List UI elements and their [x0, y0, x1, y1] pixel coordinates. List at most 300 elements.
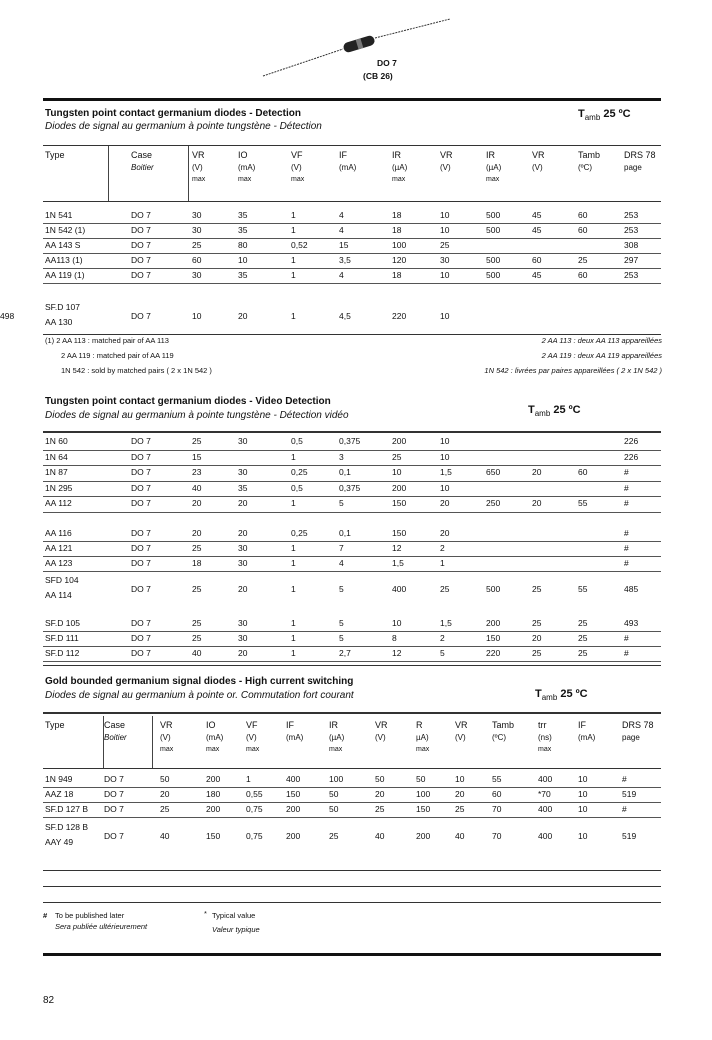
table-cell: 0,75 — [246, 804, 263, 814]
table-cell: 500 — [486, 225, 501, 235]
table-cell: 10 — [238, 255, 248, 265]
column-header: IO — [238, 150, 248, 160]
table-cell-type: AAY 49 — [45, 837, 74, 847]
column-header: VF — [246, 720, 258, 730]
column-header: max — [206, 746, 220, 753]
table-cell: 20 — [160, 789, 170, 799]
table-cell: 45 — [532, 225, 542, 235]
table-cell: 20 — [532, 498, 542, 508]
column-header: VR — [532, 150, 545, 160]
row-rule — [43, 481, 661, 482]
column-header: max — [392, 176, 406, 183]
table-cell: 25 — [440, 584, 450, 594]
table-cell: DO 7 — [131, 311, 151, 321]
column-header: Type — [45, 150, 65, 160]
row-rule — [43, 661, 661, 662]
table-cell: AA 112 — [45, 498, 72, 508]
table-cell: 25 — [578, 648, 588, 658]
column-header: IR — [486, 150, 495, 160]
table-cell: 30 — [440, 255, 450, 265]
table-cell: 1N 541 — [45, 210, 73, 220]
table-cell: 220 — [392, 311, 407, 321]
row-rule — [43, 646, 661, 647]
column-header: page — [624, 163, 642, 172]
row-rule — [43, 283, 661, 284]
section3-tamb: $T_{amb}$ 25 ºC — [535, 688, 588, 703]
table-cell: 25 — [532, 584, 542, 594]
table-cell: 400 — [392, 584, 407, 594]
table-cell: 1 — [291, 451, 296, 462]
column-header: Type — [45, 720, 65, 730]
note-left-2: 2 AA 119 : matched pair of AA 119 — [61, 351, 174, 360]
table-cell: SF.D 112 — [45, 648, 80, 658]
table-cell: 180 — [206, 789, 221, 799]
table-cell: AA 116 — [45, 528, 72, 538]
column-header: (ºC) — [492, 733, 507, 742]
table-cell: 45 — [532, 210, 542, 220]
table-cell: DO 7 — [131, 210, 151, 220]
table-cell: 200 — [286, 831, 301, 841]
rule — [43, 886, 661, 887]
footnote-hash-symbol: # — [43, 911, 48, 920]
table-cell: 18 — [392, 225, 402, 235]
row-rule — [43, 268, 661, 269]
column-header: R — [416, 720, 423, 730]
column-header: max — [192, 176, 206, 183]
column-header: page — [622, 733, 640, 742]
package-case: (CB 26) — [363, 71, 393, 81]
table-cell: 200 — [392, 482, 407, 493]
section3-subtitle: Diodes de signal au germanium à pointe or. Commutation fort courant — [45, 690, 354, 701]
table-cell: 0,25 — [291, 528, 308, 538]
note-left-3: 1N 542 : sold by matched pairs ( 2 x 1N 542 ) — [61, 366, 212, 375]
note-left-1: (1) 2 AA 113 : matched pair of AA 113 — [45, 336, 169, 345]
table-cell: 20 — [440, 498, 450, 508]
table-cell: 150 — [206, 831, 221, 841]
table-cell: 150 — [286, 789, 301, 799]
table-cell: 25 — [578, 255, 588, 265]
table-cell: DO 7 — [131, 648, 151, 658]
page-number: 82 — [43, 995, 55, 1006]
column-header: VR — [160, 720, 173, 730]
table-cell: 3 — [339, 451, 344, 462]
table-cell: 25 — [440, 240, 450, 250]
table-cell: DO 7 — [131, 528, 151, 538]
column-header: max — [329, 746, 343, 753]
table-cell: 226 — [624, 436, 639, 446]
table-cell: 60 — [578, 467, 588, 477]
table-cell: 1,5 — [392, 558, 404, 568]
table-cell: 40 — [375, 831, 385, 841]
table-cell: 0,5 — [291, 482, 303, 493]
table-cell: 25 — [329, 831, 339, 841]
section3-merged — [0, 820, 712, 856]
table-cell: 20 — [238, 498, 248, 508]
column-header: DRS 78 — [622, 720, 654, 730]
column-header: (mA) — [238, 163, 256, 172]
table-cell: 485 — [624, 584, 639, 594]
column-divider — [188, 146, 189, 201]
table-cell: 35 — [238, 270, 248, 280]
table-cell: DO 7 — [104, 774, 124, 784]
table-cell: 18 — [392, 210, 402, 220]
table-cell: AAZ 18 — [45, 789, 74, 799]
rule — [43, 768, 661, 769]
table-cell: 25 — [532, 648, 542, 658]
table-cell: 1,5 — [440, 618, 452, 628]
table-cell: 200 — [392, 436, 407, 446]
table-cell: 1 — [291, 210, 296, 220]
column-header: max — [416, 746, 430, 753]
table-cell: AA 123 — [45, 558, 73, 568]
table-cell: 4,5 — [339, 311, 351, 321]
table-cell: 150 — [486, 633, 501, 643]
column-header: IR — [329, 720, 338, 730]
column-header: Case — [104, 720, 126, 730]
table-cell: 500 — [486, 255, 501, 265]
footnote-hash-en: To be published later — [55, 911, 125, 920]
table-cell: 20 — [238, 311, 248, 321]
table-cell: 10 — [578, 789, 588, 799]
column-header: max — [160, 746, 174, 753]
row-rule — [43, 223, 661, 224]
table-cell: 400 — [538, 804, 553, 814]
table-cell: 18 — [192, 558, 202, 568]
table-cell: 253 — [624, 210, 639, 220]
table-cell: DO 7 — [131, 240, 151, 250]
table-cell: DO 7 — [131, 498, 151, 508]
row-rule — [43, 787, 661, 788]
table-cell: 400 — [286, 774, 301, 784]
table-cell: 1N 949 — [45, 774, 73, 784]
column-header: Tamb — [578, 150, 601, 160]
column-header: µA) — [416, 733, 429, 742]
table-cell: 0,1 — [339, 528, 351, 538]
table-cell: 30 — [238, 633, 248, 643]
table-cell: 25 — [192, 240, 202, 250]
section1-title: Tungsten point contact germanium diodes - Detection — [45, 108, 301, 119]
table-cell: 23 — [192, 467, 202, 477]
column-header: max — [291, 176, 305, 183]
rule — [43, 712, 661, 714]
table-cell: 120 — [392, 255, 407, 265]
table-cell: 5 — [339, 498, 344, 508]
table-cell: 3,5 — [339, 255, 351, 265]
table-cell: 10 — [392, 618, 402, 628]
column-divider — [108, 146, 109, 201]
column-header: (V) — [455, 733, 466, 742]
table-cell: 220 — [486, 648, 501, 658]
table-cell: 60 — [532, 255, 542, 265]
table-cell: DO 7 — [131, 436, 151, 446]
rule — [43, 902, 661, 903]
table-cell: 10 — [578, 774, 588, 784]
table-cell: 519 — [622, 789, 637, 799]
table-cell: 50 — [375, 774, 385, 784]
table-cell: DO 7 — [131, 270, 151, 280]
table-cell: # — [624, 558, 629, 568]
table-cell: 2 — [440, 633, 445, 643]
table-cell: 200 — [206, 804, 221, 814]
table-cell: DO 7 — [104, 804, 124, 814]
rule — [43, 665, 661, 666]
table-cell: 226 — [624, 451, 639, 462]
section3-title: Gold bounded germanium signal diodes - High current switching — [45, 676, 354, 687]
table-cell: 0,52 — [291, 240, 308, 250]
row-rule — [43, 496, 661, 497]
column-header: max — [238, 176, 252, 183]
row-rule — [43, 556, 661, 557]
table-cell: 25 — [455, 804, 465, 814]
table-cell: 650 — [486, 467, 501, 477]
column-header: max — [486, 176, 500, 183]
table-cell: AA113 (1) — [45, 255, 83, 265]
column-header: (V) — [375, 733, 386, 742]
table-cell: 50 — [329, 804, 339, 814]
table-cell: 200 — [486, 618, 501, 628]
row-rule — [43, 631, 661, 632]
table-cell: 25 — [532, 618, 542, 628]
rule — [43, 201, 661, 202]
table-cell: 1N 87 — [45, 467, 68, 477]
column-header: Tamb — [492, 720, 515, 730]
top-rule — [43, 98, 661, 101]
table-cell: 25 — [192, 633, 202, 643]
column-header: VR — [375, 720, 388, 730]
table-cell: 400 — [538, 831, 553, 841]
table-cell: 500 — [486, 584, 501, 594]
table-cell: 25 — [192, 584, 202, 594]
table-cell: 1N 295 — [45, 482, 73, 493]
table-cell: 4 — [339, 558, 344, 568]
table-cell: 100 — [392, 240, 407, 250]
table-cell: 15 — [192, 451, 202, 462]
table-cell: 60 — [192, 255, 202, 265]
table-cell: 50 — [416, 774, 426, 784]
table-cell: 100 — [329, 774, 344, 784]
table-cell: 10 — [440, 482, 450, 493]
table-cell: 20 — [375, 789, 385, 799]
section3-header — [0, 716, 712, 768]
rule — [43, 431, 661, 433]
column-header: max — [538, 746, 552, 753]
column-header: VR — [455, 720, 468, 730]
table-cell: DO 7 — [104, 789, 124, 799]
table-cell: 20 — [532, 633, 542, 643]
table-cell: DO 7 — [131, 225, 151, 235]
table-cell: 1N 542 (1) — [45, 225, 86, 235]
column-header: VF — [291, 150, 303, 160]
table-cell: 8 — [392, 633, 397, 643]
note-right-1: 2 AA 113 : deux AA 113 appareillées — [541, 336, 662, 345]
table-cell: 1 — [440, 558, 445, 568]
table-cell: 25 — [578, 618, 588, 628]
table-cell: 10 — [578, 804, 588, 814]
table-cell: 150 — [392, 498, 407, 508]
column-header: (V) — [532, 163, 543, 172]
column-header: IR — [392, 150, 401, 160]
table-cell: 200 — [206, 774, 221, 784]
table-cell: 25 — [392, 451, 402, 462]
table-cell: 30 — [192, 270, 202, 280]
table-cell: SF.D 127 B — [45, 804, 88, 814]
table-cell: 20 — [238, 584, 248, 594]
table-cell: DO 7 — [131, 543, 151, 553]
table-cell: 30 — [238, 467, 248, 477]
rule — [43, 334, 661, 335]
rule — [43, 870, 661, 871]
table-cell: 4 — [339, 270, 344, 280]
table-cell: 10 — [192, 311, 202, 321]
table-cell: 60 — [578, 210, 588, 220]
table-cell: DO 7 — [131, 482, 151, 493]
footnote-star-symbol: * — [204, 909, 207, 918]
row-rule — [43, 512, 661, 513]
table-cell: 10 — [440, 436, 450, 446]
section1-rows — [0, 210, 712, 290]
table-cell: DO 7 — [131, 451, 151, 462]
table-cell: 25 — [192, 618, 202, 628]
table-cell: 20 — [192, 528, 202, 538]
table-cell: 60 — [578, 225, 588, 235]
table-cell: DO 7 — [131, 584, 151, 594]
table-cell: AA 119 (1) — [45, 270, 85, 280]
table-cell: # — [624, 482, 629, 493]
table-cell: 10 — [440, 210, 450, 220]
table-cell: 1 — [246, 774, 251, 784]
table-cell: # — [624, 648, 629, 658]
table-cell: SF.D 111 — [45, 633, 79, 643]
table-cell: 0,25 — [291, 467, 308, 477]
footnote-star-fr: Valeur typique — [212, 925, 260, 934]
note-right-3: 1N 542 : livrées par paires appareillées ( 2 x 1N 542 ) — [484, 366, 662, 375]
column-header: (ns) — [538, 733, 552, 742]
table-cell: 1 — [291, 498, 296, 508]
table-cell: 40 — [160, 831, 170, 841]
table-cell: 35 — [238, 225, 248, 235]
table-cell: 35 — [238, 210, 248, 220]
table-cell: 70 — [492, 804, 502, 814]
table-cell: 1 — [291, 255, 296, 265]
table-cell-type: SFD 104 — [45, 575, 79, 585]
table-cell: 1 — [291, 311, 296, 321]
table-cell: 20 — [455, 789, 465, 799]
table-cell: 20 — [192, 498, 202, 508]
table-cell: 10 — [455, 774, 465, 784]
table-cell: 0,1 — [339, 467, 351, 477]
table-cell: # — [624, 528, 629, 538]
table-cell: 10 — [440, 225, 450, 235]
table-cell: 2,7 — [339, 648, 351, 658]
row-rule — [43, 817, 661, 818]
table-cell: 100 — [416, 789, 431, 799]
table-cell: 10 — [392, 467, 402, 477]
table-cell: 10 — [440, 270, 450, 280]
table-cell: 250 — [486, 498, 501, 508]
table-cell-type: AA 130 — [45, 317, 73, 327]
table-cell: 25 — [375, 804, 385, 814]
table-cell: 1N 64 — [45, 451, 68, 462]
table-cell: 1N 60 — [45, 436, 68, 446]
row-rule — [43, 541, 661, 542]
table-cell: 20 — [440, 528, 450, 538]
table-cell: 200 — [286, 804, 301, 814]
table-cell: 0,75 — [246, 831, 263, 841]
table-cell: 40 — [192, 648, 202, 658]
table-cell: 20 — [238, 648, 248, 658]
table-cell: DO 7 — [131, 255, 151, 265]
column-header: trr — [538, 720, 547, 730]
column-header: (V) — [192, 163, 203, 172]
table-cell: 60 — [578, 270, 588, 280]
package-name: DO 7 — [377, 58, 397, 68]
table-cell: 0,375 — [339, 436, 361, 446]
table-cell: 80 — [238, 240, 248, 250]
table-cell: 30 — [238, 618, 248, 628]
column-divider — [152, 716, 153, 768]
table-cell: # — [622, 804, 627, 814]
table-cell: 55 — [492, 774, 502, 784]
footnote-hash-fr: Sera publiée ultérieurement — [55, 922, 148, 931]
row-rule — [43, 465, 661, 466]
table-cell: 253 — [624, 270, 639, 280]
table-cell: 15 — [339, 240, 349, 250]
table-cell: 253 — [624, 225, 639, 235]
table-cell: # — [624, 543, 629, 553]
table-cell: 4 — [339, 210, 344, 220]
table-cell-type: AA 114 — [45, 590, 72, 600]
table-cell: 20 — [238, 528, 248, 538]
table-cell: 35 — [238, 482, 248, 493]
section1-header — [0, 146, 712, 202]
table-cell: 7 — [339, 543, 344, 553]
column-header: IF — [286, 720, 294, 730]
table-cell: 25 — [160, 804, 170, 814]
column-header: (mA) — [339, 163, 357, 172]
table-cell: 30 — [238, 558, 248, 568]
section2-rows-b — [0, 528, 712, 576]
table-cell: 25 — [192, 436, 202, 446]
table-cell: AA 121 — [45, 543, 73, 553]
table-cell: 500 — [486, 210, 501, 220]
row-rule — [43, 253, 661, 254]
column-header: Boitier — [131, 163, 154, 172]
column-header: Boitier — [104, 733, 127, 742]
column-header: VR — [192, 150, 205, 160]
column-header: IF — [578, 720, 586, 730]
column-header: (µA) — [329, 733, 345, 742]
column-header: (V) — [246, 733, 257, 742]
table-cell: 2 — [440, 543, 445, 553]
table-cell: 60 — [492, 789, 502, 799]
table-cell: 400 — [538, 774, 553, 784]
table-cell: 40 — [192, 482, 202, 493]
table-cell: 30 — [192, 225, 202, 235]
row-rule — [43, 802, 661, 803]
table-cell: 50 — [160, 774, 170, 784]
table-cell: 519 — [622, 831, 637, 841]
table-cell: # — [622, 774, 627, 784]
section2-rows-c — [0, 618, 712, 666]
table-cell: 1 — [291, 618, 296, 628]
column-header: (V) — [291, 163, 302, 172]
table-cell: 25 — [192, 543, 202, 553]
section2-title: Tungsten point contact germanium diodes - Video Detection — [45, 396, 331, 407]
table-cell: 0,375 — [339, 482, 361, 493]
table-cell: 20 — [532, 467, 542, 477]
table-cell: DO 7 — [131, 633, 151, 643]
table-cell: DO 7 — [131, 558, 151, 568]
